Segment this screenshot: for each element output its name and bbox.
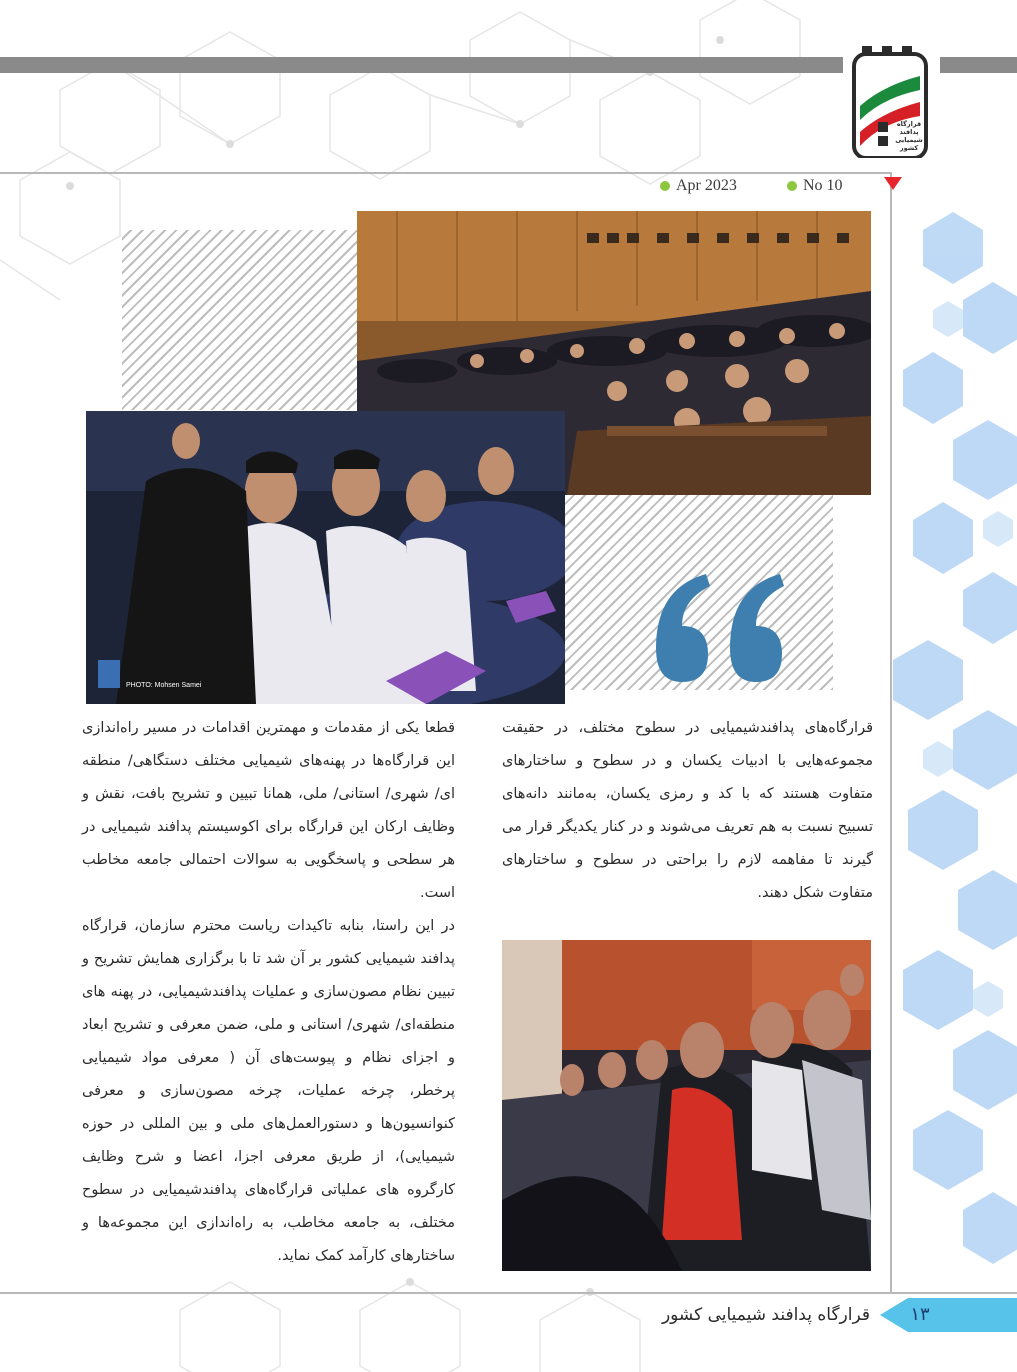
issue-number-text: No 10 [803, 177, 843, 194]
sidebar-hex-decoration [893, 190, 1017, 1290]
page-number: ۱۳ [910, 1304, 930, 1325]
logo-text-line: کشور [899, 144, 919, 152]
red-triangle-marker-icon [884, 177, 902, 190]
header-rule [0, 172, 890, 174]
left-column-text [82, 712, 455, 1273]
photo-credit-logo-icon [98, 660, 120, 688]
logo-text-line: پدافند [899, 128, 919, 136]
logo [852, 46, 928, 158]
header-gray-bar-right [940, 57, 1017, 73]
photo-credit: PHOTO: Mohsen Samei [126, 682, 202, 689]
issue-dot-icon [660, 181, 670, 191]
left-column-paragraph-1: قطعا یکی از مقدمات و مهمترین اقدامات در مسیر راه‌اندازی این قرارگاه‌ها در پهنه‌های شیمیایی مختلف دستگاهی/ منطقه ای/ شهری/ استانی/ ملی، همانا تبیین و تشریح بافت، نقش و وظایف ارکان این قرارگاه برای اکوسیستم پدافند شیمیایی در هر سطحی و پاسخگویی به سوالات احتمالی جامعه مخاطب است. [82, 720, 455, 901]
logo-text-line: قرارگاه [896, 120, 922, 128]
issue-number [787, 176, 843, 196]
header-gray-bar-left [0, 57, 843, 73]
footer-rule [0, 1292, 1017, 1294]
logo-text-line: شیمیایی [895, 136, 923, 144]
right-column-paragraph: قرارگاه‌های پدافندشیمیایی در سطوح مختلف، در حقیقت مجموعه‌هایی با ادبیات یکسان و در سطوح و ساختارهای متفاوت هستند که با کد و رمزی یکسان، به‌مانند دانه‌های تسبیح نسبت به هم تعریف می‌شوند و در کنار یکدیگر قرار می گیرند تا مفاهمه لازم را براحتی در سطوح و ساختارهای متفاوت شکل دهند. [502, 720, 873, 901]
photo-audience-front [86, 411, 565, 704]
footer-page-tab [880, 1298, 1017, 1332]
right-column-text [502, 712, 873, 910]
issue-dot-icon [787, 181, 797, 191]
column-rule-vertical [890, 172, 892, 1292]
issue-date-text: Apr 2023 [676, 177, 737, 194]
photo-firefighters [502, 940, 871, 1271]
left-column-paragraph-2: در این راستا، بنابه تاکیدات ریاست محترم سازمان، قرارگاه پدافند شیمیایی کشور بر آن شد تا با برگزاری همایش تشریح و تبیین نظام مصون‌سازی و عملیات پدافندشیمیایی، در پهنه های منطقه‌ای/ شهری/ استانی و ملی، ضمن معرفی و تشریح ابعاد و اجزای نظام و پیوست‌های آن ( معرفی مواد شیمیایی پرخطر، چرخه عملیات، چرخه مصون‌سازی و معرفی کنوانسیون‌ها و دستورالعمل‌های ملی و بین المللی در حوزه شیمیایی)، از طریق معرفی اجزا، اعضا و شرح وظایف کارگروه های عملیاتی قرارگاه‌های پدافندشیمیایی در سطوح مختلف، به جامعه مخاطب، به راه‌اندازی این مجموعه‌ها و ساختارهای کارآمد کمک نماید. [82, 918, 455, 1264]
hatch-panel-top [122, 230, 360, 410]
issue-date [660, 176, 737, 196]
footer-title: قرارگاه پدافند شیمیایی کشور [661, 1305, 870, 1325]
quote-mark-icon [648, 568, 798, 688]
